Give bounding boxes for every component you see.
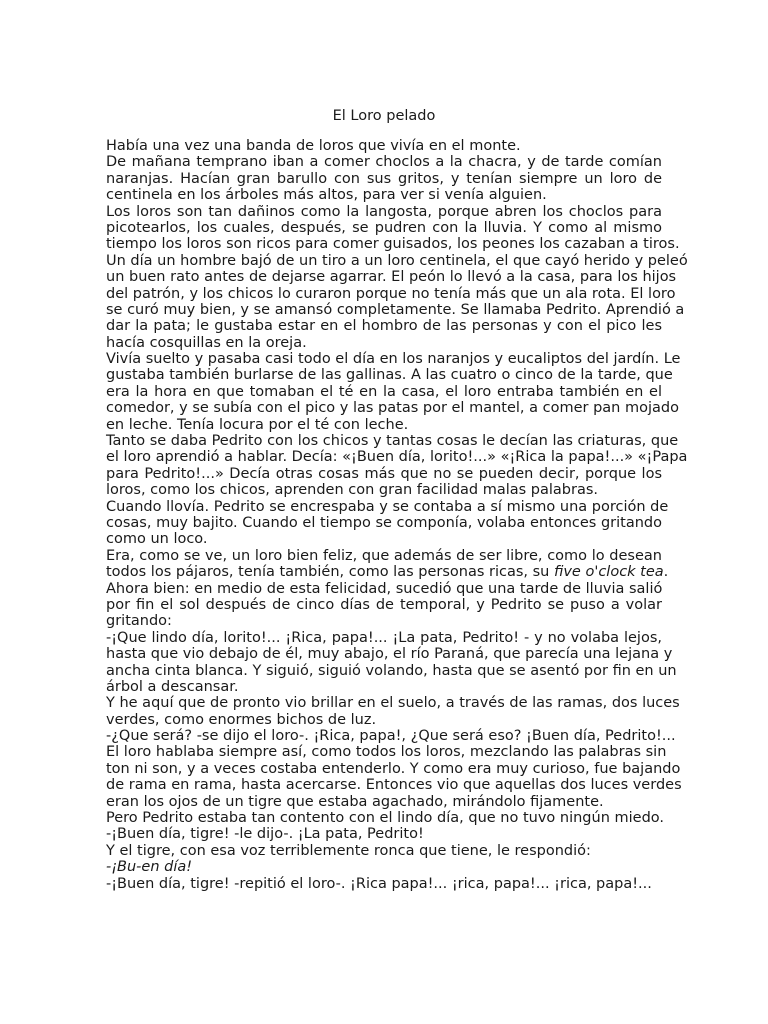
text-line [106, 777, 682, 794]
text-line [106, 843, 662, 859]
italic-text: -¡Bu-en día! [106, 859, 193, 876]
text-line [106, 252, 688, 269]
text-line [106, 449, 688, 466]
text-line [106, 728, 676, 745]
text-line-content: Los loros son tan dañinos como la langosta, porque abren los choclos para [106, 203, 662, 220]
text-line [106, 712, 662, 728]
text-line [106, 482, 662, 498]
text-line-content: un buen rato antes de dejarse agarrar. El peón lo llevó a la casa, para los hijos [106, 269, 677, 286]
document-title: El Loro pelado [332, 108, 436, 124]
text-line [106, 301, 685, 318]
text-line-content: Y he aquí que de pronto vio brillar en el suelo, a través de las ramas, dos luces [106, 695, 680, 712]
text-line-content: Y el tigre, con esa voz terriblemente ronca que tiene, le respondió: [106, 842, 591, 859]
text-line [106, 531, 662, 547]
text-line [106, 564, 669, 581]
text-line-content: De mañana temprano iban a comer choclos a la chacra, y de tarde comían [106, 154, 662, 171]
text-line-content: tiempo los loros son ricos para comer guisados, los peones los cazaban a tiros. [106, 236, 680, 253]
text-line-content: como un loco. [106, 531, 208, 548]
text-line-content: Había una vez una banda de loros que vivía en el monte. [106, 138, 521, 154]
text-line [106, 285, 676, 302]
text-line-content: del patrón, y los chicos lo curaron porque no tenía más que un ala rota. El loro [106, 285, 676, 302]
text-line [106, 630, 662, 646]
text-line-content: loros, como los chicos, aprenden con gran facilidad malas palabras. [106, 482, 599, 499]
text-line-content: picotearlos, los cuales, después, se pudren con la lluvia. Y como al mismo [106, 219, 662, 236]
text-line [106, 515, 662, 531]
text-line [106, 826, 662, 842]
text-line [106, 433, 679, 450]
text-line-content: El loro hablaba siempre así, como todos los loros, mezclando las palabras sin [106, 744, 667, 761]
text-line-content: era la hora en que tomaban el té en la casa, el loro entraba también en el [106, 383, 662, 400]
text-line-content: Cuando llovía. Pedrito se encrespaba y se contaba a sí mismo una porción de [106, 498, 669, 515]
text-line [106, 646, 673, 663]
text-line [106, 679, 662, 695]
text-line-content: hasta que vio debajo de él, muy abajo, el río Paraná, que parecía una lejana y [106, 646, 673, 663]
text-line [106, 400, 679, 417]
text-line [106, 367, 673, 384]
text-line [106, 154, 662, 170]
text-line-content: ton ni son, y a veces costaba entenderlo. Y como era muy curioso, fue bajando [106, 760, 681, 777]
text-line [106, 351, 681, 368]
text-line-content: árbol a descansar. [106, 678, 239, 695]
text-line-suffix: . [663, 564, 669, 581]
text-line [106, 335, 662, 351]
text-line-content: por fin el sol después de cinco días de temporal, y Pedrito se puso a volar [106, 596, 662, 613]
text-line [106, 810, 662, 826]
text-line-content: todos los pájaros, tenía también, como las personas ricas, su [106, 564, 554, 581]
text-line-content: verdes, como enormes bichos de luz. [106, 711, 377, 728]
text-line [106, 236, 680, 253]
text-line-content: cosas, muy bajito. Cuando el tiempo se componía, volaba entonces gritando [106, 514, 662, 531]
text-line-content: se curó muy bien, y se amansó completamente. Se llamaba Pedrito. Aprendió a [106, 301, 685, 318]
text-line-content: Pero Pedrito estaba tan contento con el lindo día, que no tuvo ningún miedo. [106, 810, 664, 827]
text-line [106, 794, 662, 810]
text-line-content: en leche. Tenía locura por el té con leche. [106, 416, 409, 433]
text-line [106, 498, 669, 515]
text-line [106, 744, 667, 761]
text-line-content: centinela en los árboles más altos, para ver si venía alguien. [106, 187, 547, 204]
text-line-content: -¡Buen día, tigre! -repitió el loro-. ¡Rica papa!... ¡rica, papa!... ¡rica, papa!... [106, 875, 652, 892]
text-line [106, 581, 662, 597]
text-line-content: -¡Que lindo día, lorito!... ¡Rica, papa!... ¡La pata, Pedrito! - y no volaba lejos, [106, 629, 662, 646]
text-line [106, 171, 662, 187]
italic-text: five o'clock tea [553, 564, 664, 581]
text-line-content: Era, como se ve, un loro bien feliz, que además de ser libre, como lo desean [106, 547, 662, 564]
text-line-content: ancha cinta blanca. Y siguió, siguió volando, hasta que se asentó por fin en un [106, 662, 677, 679]
text-line-content: gritando: [106, 613, 172, 630]
text-line-content: Un día un hombre bajó de un tiro a un loro centinela, el que cayó herido y peleó [106, 252, 688, 269]
text-line [106, 548, 662, 564]
text-line [106, 417, 662, 433]
text-line-content: para Pedrito!...» Decía otras cosas más que no se pueden decir, porque los [106, 465, 662, 482]
text-line [106, 318, 662, 334]
text-line [106, 138, 662, 154]
text-line [106, 876, 662, 892]
text-line-content: naranjas. Hacían gran barullo con sus gritos, y tenían siempre un loro de [106, 170, 662, 187]
text-line-content: hacía cosquillas en la oreja. [106, 334, 307, 351]
text-line-content: eran los ojos de un tigre que estaba agachado, mirándolo fijamente. [106, 793, 604, 810]
text-line-content: Tanto se daba Pedrito con los chicos y tantas cosas le decían las criaturas, que [106, 433, 679, 450]
document-body [106, 138, 688, 892]
text-line-content: dar la pata; le gustaba estar en el hombro de las personas y con el pico les [106, 318, 662, 335]
text-line-content: Ahora bien: en medio de esta felicidad, sucedió que una tarde de lluvia salió [106, 580, 663, 597]
text-line-content: -¿Que será? -se dijo el loro-. ¡Rica, papa!, ¿Que será eso? ¡Buen día, Pedrito!... [106, 728, 676, 745]
text-line-content: de rama en rama, hasta acercarse. Entonces vio que aquellas dos luces verdes [106, 777, 682, 794]
text-line [106, 204, 662, 220]
text-line [106, 269, 677, 286]
text-line-content: comedor, y se subía con el pico y las patas por el mantel, a comer pan mojado [106, 400, 679, 417]
text-line-content: Vivía suelto y pasaba casi todo el día en los naranjos y eucaliptos del jardín. Le [106, 351, 681, 368]
text-line [106, 613, 662, 629]
text-line-content: -¡Buen día, tigre! -le dijo-. ¡La pata, Pedrito! [106, 826, 424, 843]
text-line [106, 220, 662, 236]
text-line [106, 662, 677, 679]
text-line [106, 597, 662, 613]
text-line [106, 187, 662, 203]
text-line [106, 760, 681, 777]
text-line-content: el loro aprendió a hablar. Decía: «¡Buen día, lorito!...» «¡Rica la papa!...» «¡Papa [106, 449, 688, 466]
text-line [106, 466, 662, 482]
text-line [106, 384, 662, 400]
text-line [106, 859, 662, 875]
text-line-content: gustaba también burlarse de las gallinas. A las cuatro o cinco de la tarde, que [106, 367, 673, 384]
text-line [106, 695, 680, 712]
